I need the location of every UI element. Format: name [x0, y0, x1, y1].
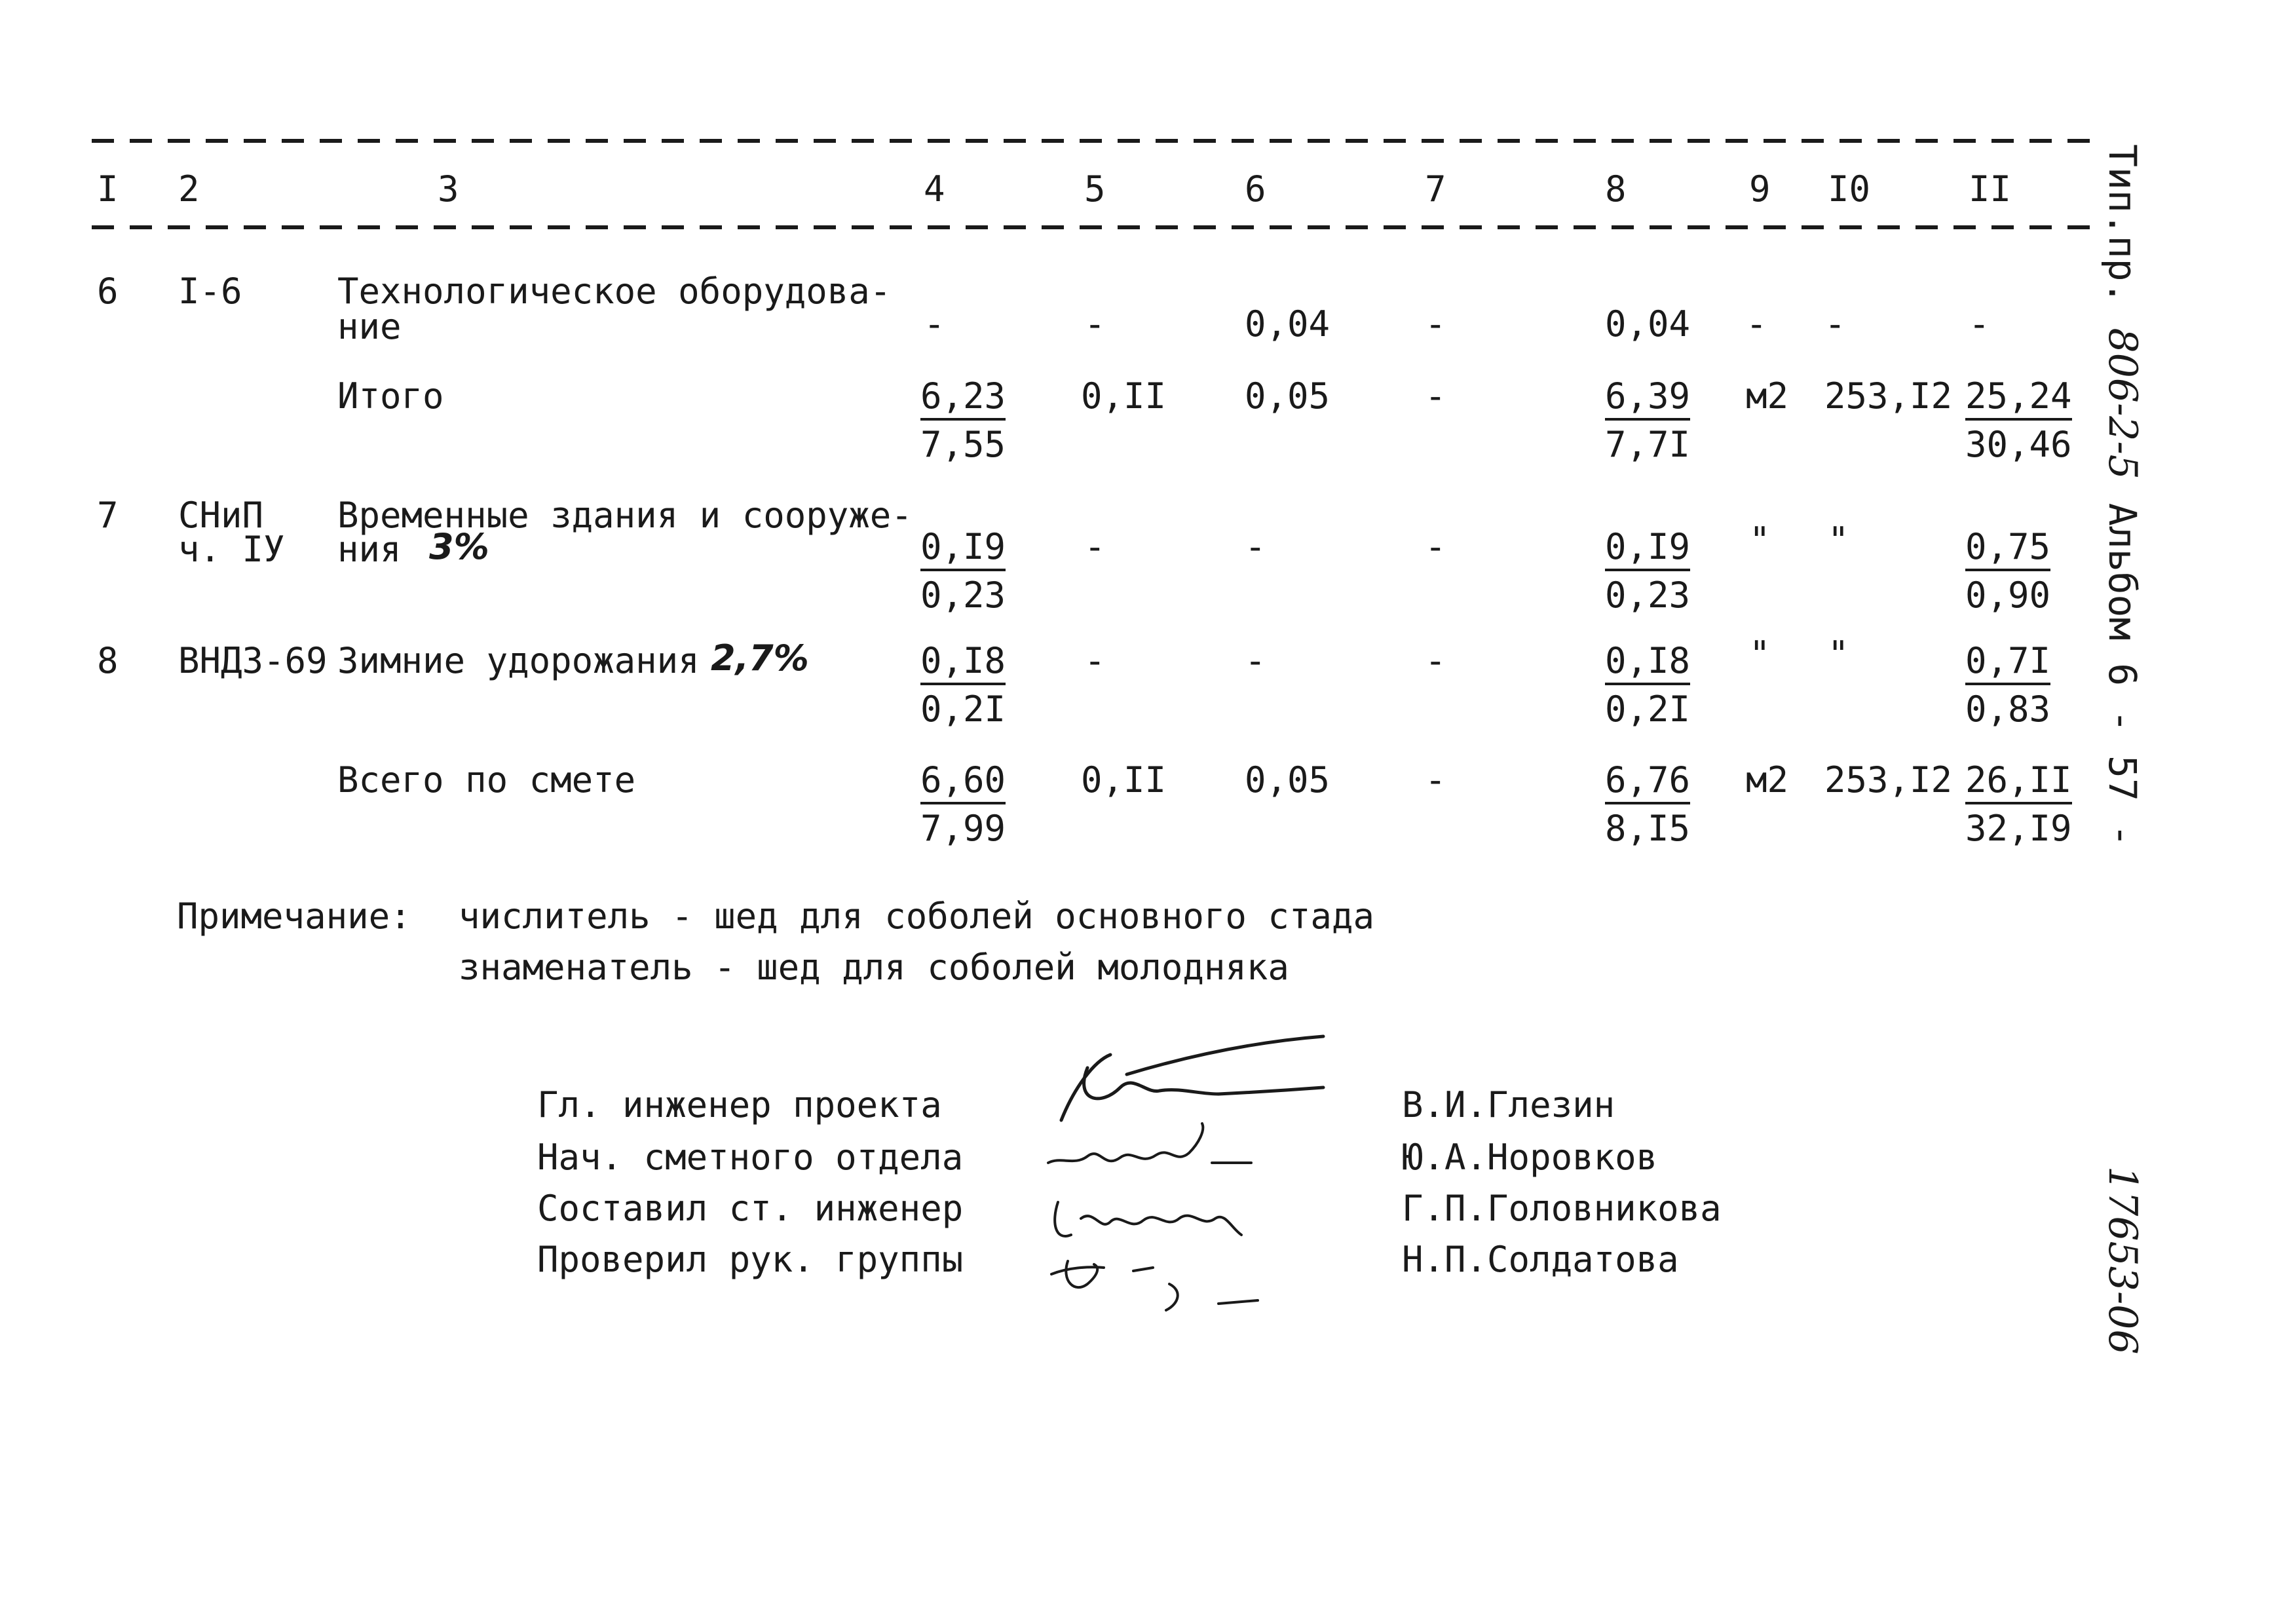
- cell-col7: -: [1425, 759, 1446, 801]
- header-top-rule: [92, 139, 2090, 143]
- side-page-number: - 57 -: [2100, 709, 2145, 847]
- signer-role: Составил ст. инженер: [537, 1188, 964, 1229]
- row-name: Всего по смете: [337, 759, 636, 801]
- cell-col7: -: [1425, 640, 1446, 681]
- cell-col10: ": [1828, 519, 1849, 561]
- cell-col9: м2: [1746, 375, 1789, 417]
- cell-col8-numerator: 6,76: [1605, 763, 1690, 804]
- col-header-2: 2: [178, 168, 200, 210]
- cell-col7: -: [1425, 526, 1446, 567]
- cell-col8-numerator: 6,39: [1605, 379, 1690, 421]
- header-bottom-rule: [92, 225, 2090, 229]
- row-code: ВНДЗ-69: [178, 640, 328, 681]
- cell-col11-denominator: 0,83: [1965, 689, 2051, 730]
- cell-col6: -: [1245, 526, 1266, 567]
- cell-col6: 0,04: [1245, 303, 1330, 345]
- row-number: 6: [97, 271, 119, 312]
- signer-role: Нач. сметного отдела: [537, 1137, 964, 1178]
- signature-glezin: [1048, 1029, 1336, 1127]
- cell-col4-denominator: 7,55: [920, 424, 1006, 465]
- signature-soldatova: [1042, 1248, 1277, 1333]
- cell-col8-denominator: 0,23: [1605, 575, 1691, 616]
- signer-name: Н.П.Солдатова: [1402, 1239, 1679, 1280]
- cell-col4-denominator: 0,23: [920, 575, 1006, 616]
- percent-stamp: 3%: [429, 526, 489, 567]
- col-header-4: 4: [924, 168, 945, 210]
- cell-col4-denominator: 7,99: [920, 808, 1006, 849]
- col-header-8: 8: [1605, 168, 1627, 210]
- side-prefix: Тип.пр.: [2100, 144, 2145, 305]
- cell-col11-numerator: 0,7I: [1965, 643, 2050, 685]
- signer-name: Ю.А.Норовков: [1402, 1137, 1658, 1178]
- cell-col4: -: [924, 303, 945, 345]
- cell-col11-denominator: 32,I9: [1965, 808, 2072, 849]
- col-header-10: I0: [1828, 168, 1871, 210]
- side-title-strip: [2096, 144, 2149, 996]
- cell-col10: -: [1824, 303, 1846, 345]
- row-name-line2: ние: [337, 306, 402, 347]
- cell-col5: -: [1084, 526, 1106, 567]
- inventory-number: 17653-06: [2100, 1166, 2145, 1355]
- cell-col9: -: [1746, 303, 1767, 345]
- cell-col11-denominator: 0,90: [1965, 575, 2051, 616]
- cell-col8-denominator: 0,2I: [1605, 689, 1691, 730]
- cell-col9: м2: [1746, 759, 1789, 801]
- signer-role: Гл. инженер проекта: [537, 1084, 942, 1125]
- signer-name: Г.П.Головникова: [1402, 1188, 1722, 1229]
- row-code: I-6: [178, 271, 242, 312]
- side-album: Альбом 6: [2100, 502, 2145, 687]
- row-number: 7: [97, 495, 119, 536]
- row-name: Итого: [337, 375, 444, 417]
- note-label: Примечание:: [177, 896, 411, 937]
- cell-col9: ": [1749, 633, 1771, 675]
- cell-col4-numerator: 6,60: [920, 763, 1006, 804]
- signature-golovnikova: [1045, 1182, 1255, 1255]
- note-line1: числитель - шед для соболей основного стада: [459, 896, 1374, 937]
- cell-col6: 0,05: [1245, 759, 1330, 801]
- cell-col4-numerator: 0,I8: [920, 643, 1006, 685]
- col-header-9: 9: [1749, 168, 1771, 210]
- col-header-7: 7: [1425, 168, 1446, 210]
- cell-col8-denominator: 8,I5: [1605, 808, 1691, 849]
- cell-col11-denominator: 30,46: [1965, 424, 2072, 465]
- cell-col5: -: [1084, 640, 1106, 681]
- signer-role: Проверил рук. группы: [537, 1239, 964, 1280]
- cell-col8: 0,04: [1605, 303, 1691, 345]
- row-code-line2: ч. IУ: [178, 529, 285, 570]
- cell-col11: -: [1969, 303, 1990, 345]
- col-header-6: 6: [1245, 168, 1266, 210]
- cell-col9: ": [1749, 519, 1771, 561]
- col-header-11: II: [1969, 168, 2012, 210]
- percent-stamp: 2,7%: [711, 637, 809, 679]
- cell-col8-numerator: 0,I8: [1605, 643, 1690, 685]
- cell-col10: ": [1828, 633, 1849, 675]
- cell-col6: -: [1245, 640, 1266, 681]
- note-line2: знаменатель - шед для соболей молодняка: [459, 947, 1289, 988]
- cell-col4-numerator: 6,23: [920, 379, 1006, 421]
- cell-col4-numerator: 0,I9: [920, 529, 1006, 571]
- row-name-line2: ния: [337, 529, 402, 570]
- row-number: 8: [97, 640, 119, 681]
- cell-col10: 253,I2: [1824, 759, 1953, 801]
- cell-col11-numerator: 25,24: [1965, 379, 2072, 421]
- cell-col5: -: [1084, 303, 1106, 345]
- cell-col11-numerator: 0,75: [1965, 529, 2050, 571]
- row-name-line1: Технологическое оборудова-: [337, 271, 892, 312]
- cell-col4-denominator: 0,2I: [920, 689, 1006, 730]
- cell-col7: -: [1425, 303, 1446, 345]
- cell-col5: 0,II: [1081, 759, 1167, 801]
- cell-col5: 0,II: [1081, 375, 1167, 417]
- cell-col7: -: [1425, 375, 1446, 417]
- signature-norovkov: [1042, 1117, 1258, 1189]
- cell-col10: 253,I2: [1824, 375, 1953, 417]
- cell-col8-denominator: 7,7I: [1605, 424, 1691, 465]
- side-project-number: 806-2-5: [2100, 328, 2145, 480]
- cell-col8-numerator: 0,I9: [1605, 529, 1690, 571]
- col-header-5: 5: [1084, 168, 1106, 210]
- row-code-line1: СНиП: [178, 495, 264, 536]
- signer-name: В.И.Глезин: [1402, 1084, 1615, 1125]
- cell-col6: 0,05: [1245, 375, 1330, 417]
- row-name: Зимние удорожания: [337, 640, 700, 681]
- col-header-1: I: [97, 168, 119, 210]
- cell-col11-numerator: 26,II: [1965, 763, 2072, 804]
- col-header-3: 3: [438, 168, 459, 210]
- row-name-line1: Временные здания и сооруже-: [337, 495, 913, 536]
